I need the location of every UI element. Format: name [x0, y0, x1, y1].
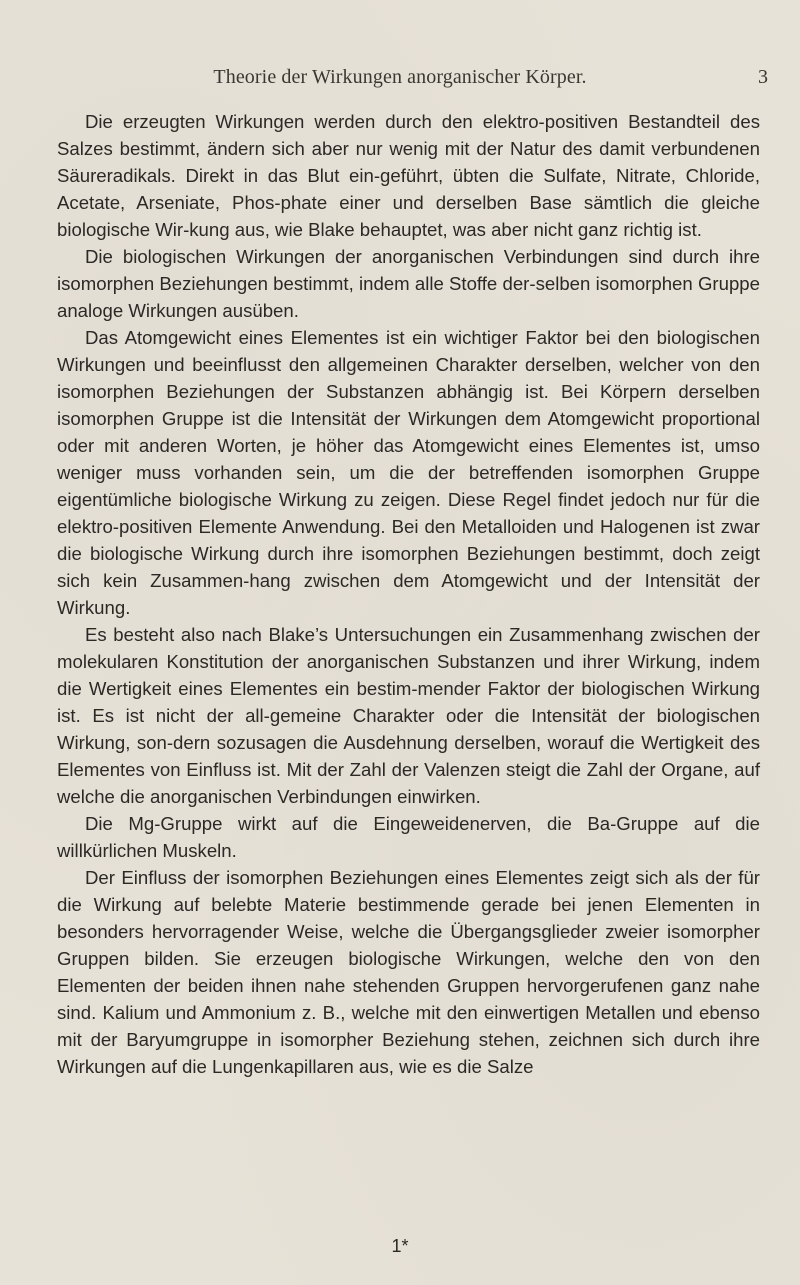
paragraph: Die biologischen Wirkungen der anorganischen Verbindungen sind durch ihre isomorphen Beziehungen bestimmt, indem alle Stoffe der-selben isomorphen Gruppe analoge Wirkungen ausüben. [57, 246, 760, 321]
running-header [0, 66, 800, 92]
paragraph: Das Atomgewicht eines Elementes ist ein wichtiger Faktor bei den biologischen Wirkungen und beeinflusst den allgemeinen Charakter derselben, welcher von den isomorphen Beziehungen der Substanzen abhängig ist. Bei Körpern derselben isomorphen Gruppe ist die Intensität der Wirkungen dem Atomgewicht proportional oder mit anderen Worten, je höher das Atomgewicht eines Elementes ist, umso weniger muss vorhanden sein, um die der betreffenden isomorphen Gruppe eigentümliche biologische Wirkung zu zeigen. Diese Regel findet jedoch nur für die elektro-positiven Elemente Anwendung. Bei den Metalloiden und Halogenen ist zwar die biologische Wirkung durch ihre isomorphen Beziehungen bestimmt, doch zeigt sich kein Zusammen-hang zwischen dem Atomgewicht und der Intensität der Wirkung. [57, 327, 760, 618]
header-title: Theorie der Wirkungen anorganischer Körper. [213, 66, 587, 88]
signature-mark: 1* [391, 1236, 409, 1256]
paragraph: Die Mg-Gruppe wirkt auf die Eingeweidenerven, die Ba-Gruppe auf die willkürlichen Muskeln. [57, 813, 760, 861]
paragraph: Die erzeugten Wirkungen werden durch den elektro-positiven Bestandteil des Salzes bestimmt, ändern sich aber nur wenig mit der Natur des damit verbundenen Säureradikals. Direkt in das Blut ein-geführt, übten die Sulfate, Nitrate, Chloride, Acetate, Arseniate, Phos-phate einer und derselben Base sämtlich die gleiche biologische Wir-kung aus, wie Blake behauptet, was aber nicht ganz richtig ist. [57, 111, 760, 240]
paragraph: Es besteht also nach Blake’s Untersuchungen ein Zusammenhang zwischen der molekularen Konstitution der anorganischen Substanzen und ihrer Wirkung, indem die Wertigkeit eines Elementes ein bestim-mender Faktor der biologischen Wirkung ist. Es ist nicht der all-gemeine Charakter oder die Intensität der biologischen Wirkung, son-dern sozusagen die Ausdehnung derselben, worauf die Wertigkeit des Elementes von Einfluss ist. Mit der Zahl der Valenzen steigt die Zahl der Organe, auf welche die anorganischen Verbindungen einwirken. [57, 624, 760, 807]
body-text [57, 108, 760, 1080]
page-number: 3 [758, 66, 768, 88]
paragraph: Der Einfluss der isomorphen Beziehungen eines Elementes zeigt sich als der für die Wirkung auf belebte Materie bestimmende gerade bei jenen Elementen in besonders hervorragender Weise, welche die Übergangsglieder zweier isomorpher Gruppen bilden. Sie erzeugen biologische Wirkungen, welche den von den Elementen der beiden ihnen nahe stehenden Gruppen hervorgerufenen ganz nahe sind. Kalium und Ammonium z. B., welche mit den einwertigen Metallen und ebenso mit der Baryumgruppe in isomorpher Beziehung stehen, zeichnen sich durch ihre Wirkungen auf die Lungenkapillaren aus, wie es die Salze [57, 867, 760, 1077]
